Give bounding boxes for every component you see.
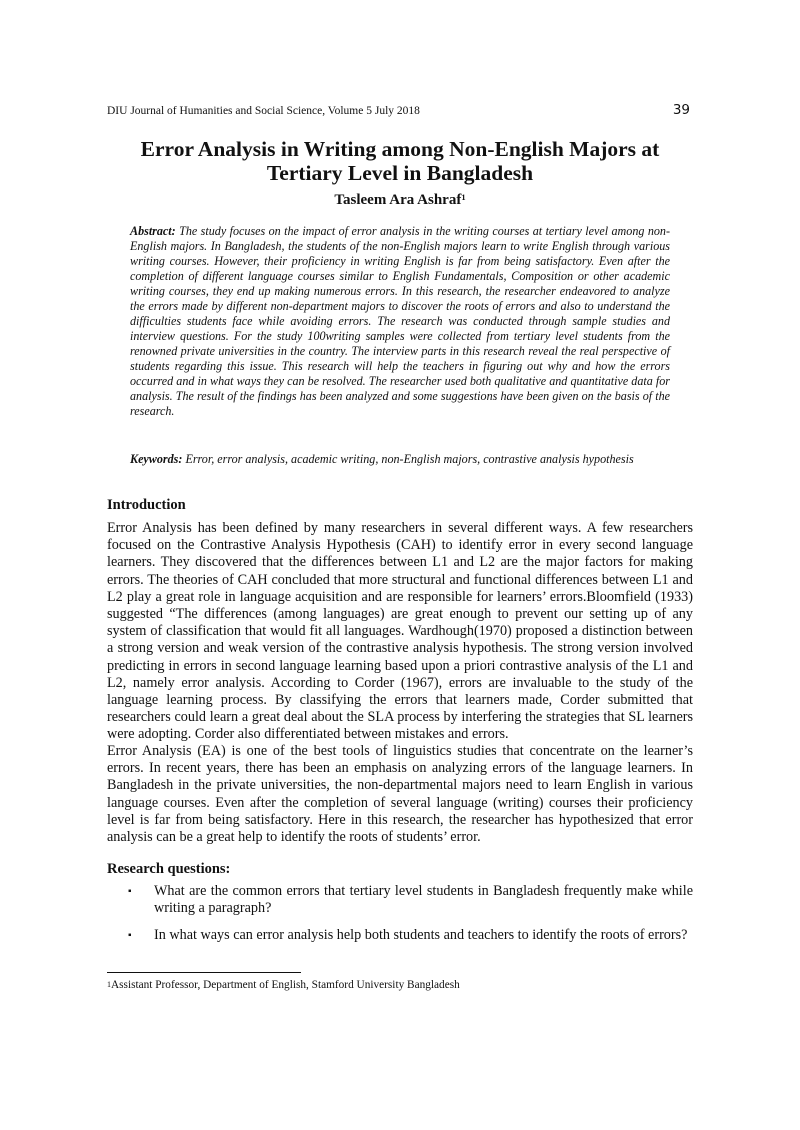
author-name: Tasleem Ara Ashraf	[334, 192, 462, 208]
footnote-divider	[107, 972, 301, 973]
article-title-line-1: Error Analysis in Writing among Non-English Majors at	[140, 137, 660, 161]
abstract-text: The study focuses on the impact of error analysis in the writing courses at tertiary level among non-English majors. In Bangladesh, the students of the non-English majors learn to write English through various writing courses. However, their proficiency in writing English is far from being satisfactory. Even after the completion of different language courses similar to English Fundamentals, Composition or other academic writing courses, they end up making numerous errors. In this research, the researcher endeavored to analyze the errors made by different non-department majors to discover the roots of errors and also to understand the difficulties students face while avoiding errors. The research was conducted through sample studies and interview questions. For the study 100writing samples were collected from tertiary level students from the renowned private universities in the country. The interview parts in this research reveal the real perspective of students regarding this issue. This research will help the teachers in figuring out why and how the errors occurred and in what ways they can be resolved. The researcher used both qualitative and quantitative data for analysis. The result of the findings has been analyzed and some suggestions have been given on the basis of the research.	[130, 224, 670, 418]
footnote-text: Assistant Professor, Department of English, Stamford University Bangladesh	[111, 979, 460, 991]
research-question-text: What are the common errors that tertiary level students in Bangladesh frequently make while writing a paragraph?	[154, 883, 693, 917]
abstract	[130, 224, 670, 419]
running-header: DIU Journal of Humanities and Social Science, Volume 5 July 2018	[107, 105, 420, 117]
footnote-mark: 1	[107, 980, 111, 989]
research-question-text: In what ways can error analysis help both students and teachers to identify the roots of errors?	[154, 927, 688, 943]
introduction-paragraph-1: Error Analysis has been defined by many researchers in several different ways. A few researchers focused on the Contrastive Analysis Hypothesis (CAH) to identify error in every second language learners. They discovered that the differences between L1 and L2 are the major factors for making errors. The theories of CAH concluded that more structural and functional differences between L1 and L2 play a great role in language acquisition and are responsible for learners’ errors.Bloomfield (1933) suggested “The differences (among languages) are great enough to prevent our setting up of any system of classification that would fit all languages. Wardhough(1970) proposed a distinction between a strong version and weak version of the contrastive analysis hypothesis. The strong version involved predicting in errors in second language learning based upon a priori contrastive analysis of the L1 and L2, namely error analysis. According to Corder (1967), errors are invaluable to the study of the language learning process. By classifying the errors that learners made, Corder submitted that researchers could learn a great deal about the SLA process by interfering the strategies that SL learners were adopting. Corder also differentiated between mistakes and errors.	[107, 520, 693, 743]
introduction-heading: Introduction	[107, 497, 186, 513]
article-title-line-2: Tertiary Level in Bangladesh	[266, 161, 534, 185]
keywords	[130, 452, 670, 467]
keywords-label: Keywords:	[130, 452, 183, 466]
introduction-paragraph-2: Error Analysis (EA) is one of the best tools of linguistics studies that concentrate on the learner’s errors. In recent years, there has been an emphasis on analyzing errors of the language learners. In Bangladesh in the private universities, the non-departmental majors need to learn English in various language courses. Even after the completion of several language (writing) courses their proficiency level is far from being satisfactory. Here in this research, the researcher has hypothesized that error analysis can be a great help to identify the roots of students’ error.	[107, 743, 693, 846]
research-questions-heading: Research questions:	[107, 861, 231, 877]
footnote	[107, 978, 693, 992]
author-line	[100, 191, 700, 209]
bullet-square-icon: ▪	[128, 930, 132, 941]
author-footnote-mark: 1	[461, 192, 466, 202]
article-title	[100, 137, 700, 185]
keywords-text: Error, error analysis, academic writing, non-English majors, contrastive analysis hypothesis	[185, 452, 634, 466]
page-number: 39	[672, 102, 690, 118]
abstract-label: Abstract:	[130, 224, 176, 238]
bullet-square-icon: ▪	[128, 886, 132, 897]
